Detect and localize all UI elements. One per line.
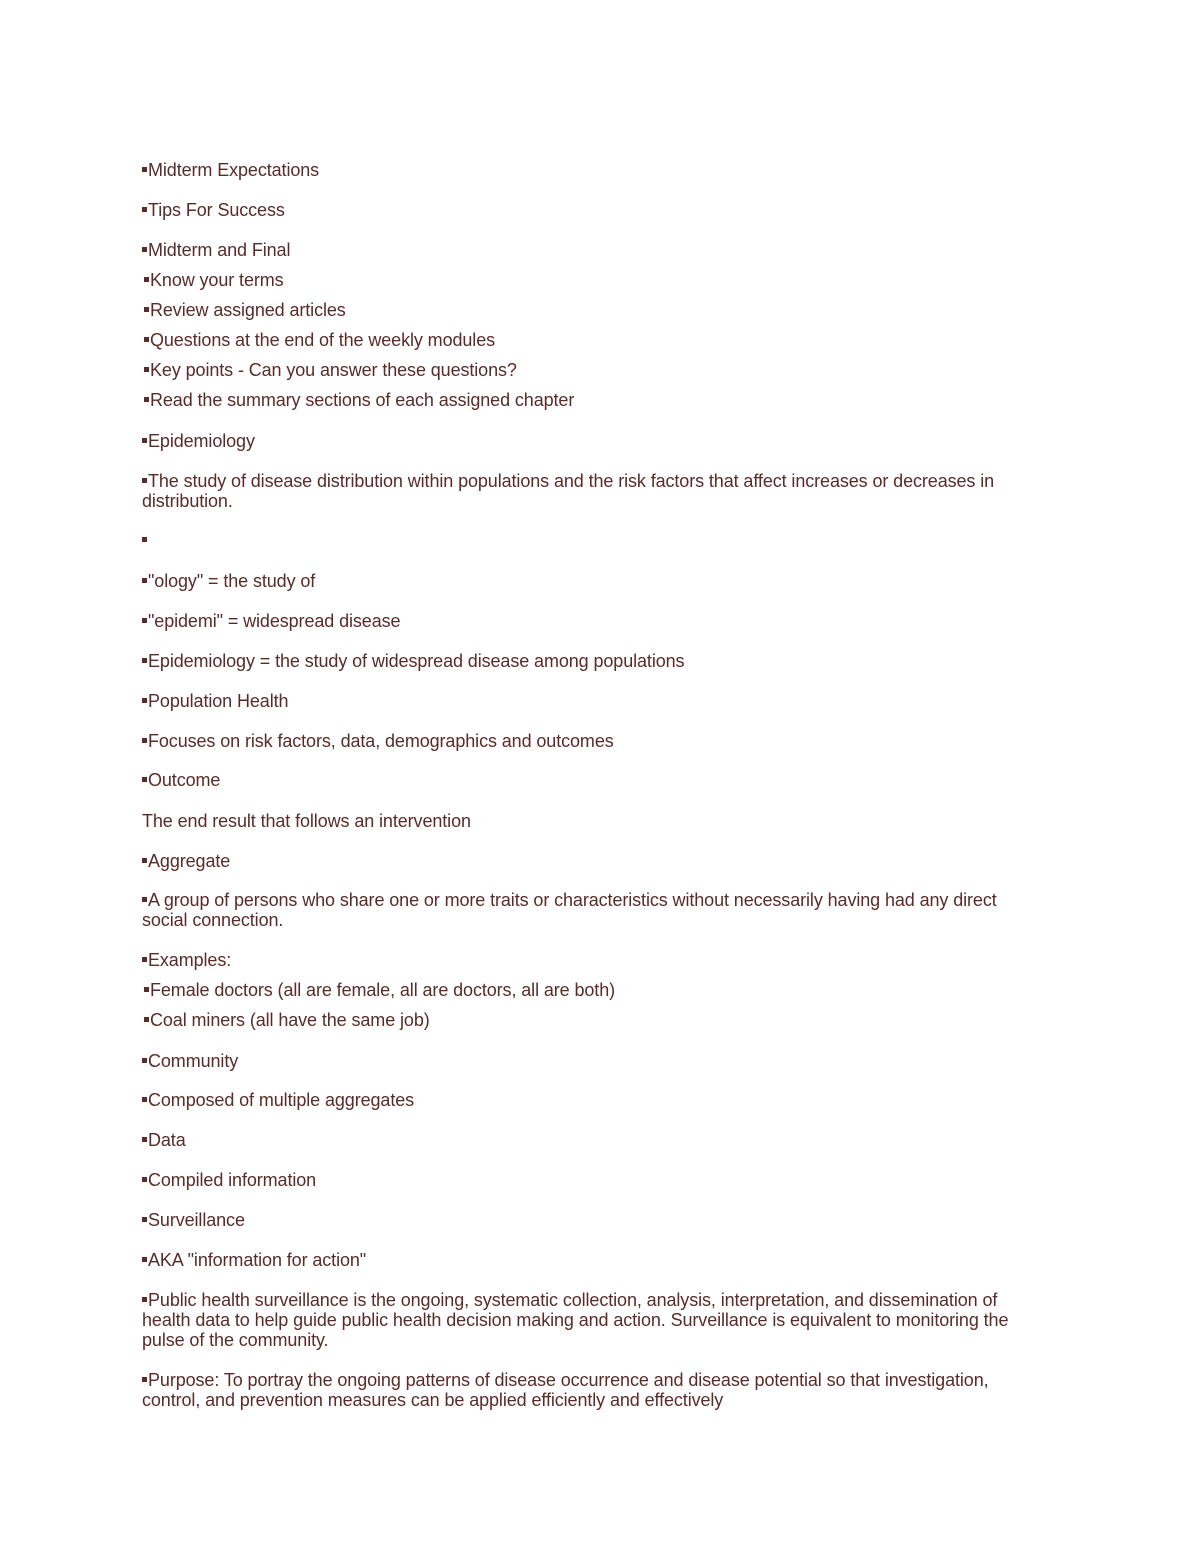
line-text: Composed of multiple aggregates — [148, 1090, 415, 1110]
bullet-marker — [142, 777, 147, 782]
line-text: Surveillance — [148, 1210, 245, 1230]
line-text: A group of persons who share one or more traits or characteristics without necessarily having had any direct social connection. — [142, 890, 997, 930]
line-data — [142, 1130, 1042, 1150]
line-text: Coal miners (all have the same job) — [150, 1010, 430, 1030]
line-summary-sections — [144, 390, 1044, 410]
line-midterm-and-final — [142, 240, 1042, 260]
line-text: Data — [148, 1130, 186, 1150]
line-aggregate-definition — [142, 890, 1042, 930]
bullet-marker — [142, 167, 147, 172]
bullet-marker — [142, 897, 147, 902]
bullet-marker — [144, 367, 149, 372]
bullet-marker — [144, 337, 149, 342]
line-population-health — [142, 691, 1042, 711]
line-text: "ology" = the study of — [148, 571, 316, 591]
bullet-marker — [142, 1377, 147, 1382]
bullet-marker — [142, 478, 147, 483]
line-text: Questions at the end of the weekly modules — [150, 330, 496, 350]
line-text: Review assigned articles — [150, 300, 346, 320]
bullet-marker — [142, 1297, 147, 1302]
bullet-marker — [142, 207, 147, 212]
bullet-marker — [142, 618, 147, 623]
line-text: Female doctors (all are female, all are doctors, all are both) — [150, 980, 616, 1000]
bullet-marker — [142, 1137, 147, 1142]
line-text: Read the summary sections of each assigned chapter — [150, 390, 575, 410]
bullet-marker — [142, 1177, 147, 1182]
line-epidemiology-heading — [142, 431, 1042, 451]
line-text: The study of disease distribution within populations and the risk factors that affect increases or decreases in distribution. — [142, 471, 995, 511]
line-surveillance — [142, 1210, 1042, 1230]
bullet-marker — [144, 277, 149, 282]
bullet-marker — [142, 1058, 147, 1063]
line-text: Outcome — [148, 770, 221, 790]
line-text: Key points - Can you answer these questions? — [150, 360, 517, 380]
line-focuses-on — [142, 731, 1042, 751]
line-examples — [142, 950, 1042, 970]
bullet-marker — [142, 578, 147, 583]
line-epidemiology-definition — [142, 471, 1042, 511]
line-epidemiology-equals — [142, 651, 1042, 671]
line-outcome — [142, 770, 1042, 790]
bullet-marker — [144, 1017, 149, 1022]
bullet-marker — [142, 537, 147, 542]
line-text: AKA "information for action" — [148, 1250, 367, 1270]
line-text: Public health surveillance is the ongoing, systematic collection, analysis, interpretation, and dissemination of health data to help guide public health decision making and action. Surveillance is equivalent to monitoring the pulse of the community. — [142, 1290, 1009, 1350]
line-key-points — [144, 360, 1044, 380]
line-aka — [142, 1250, 1042, 1270]
bullet-marker — [144, 307, 149, 312]
line-text: The end result that follows an intervention — [142, 811, 471, 831]
line-community — [142, 1051, 1042, 1071]
line-text: Midterm Expectations — [148, 160, 320, 180]
line-composed-of — [142, 1090, 1042, 1110]
line-text: Midterm and Final — [148, 240, 291, 260]
line-female-doctors — [144, 980, 1044, 1000]
line-purpose — [142, 1370, 1042, 1410]
bullet-marker — [142, 957, 147, 962]
line-epidemi — [142, 611, 1042, 631]
line-empty-bullet — [142, 530, 1042, 550]
line-surveillance-definition — [142, 1290, 1042, 1350]
line-coal-miners — [144, 1010, 1044, 1030]
bullet-marker — [142, 658, 147, 663]
line-text: Tips For Success — [148, 200, 285, 220]
line-text: Compiled information — [148, 1170, 317, 1190]
line-review-articles — [144, 300, 1044, 320]
line-text: Epidemiology — [148, 431, 255, 451]
line-text: Community — [148, 1051, 239, 1071]
bullet-marker — [142, 858, 147, 863]
line-outcome-definition — [142, 811, 1042, 831]
line-weekly-questions — [144, 330, 1044, 350]
line-text: Epidemiology = the study of widespread disease among populations — [148, 651, 685, 671]
line-text: Purpose: To portray the ongoing patterns of disease occurrence and disease potential so that investigation, control, and prevention measures can be applied efficiently and effectively — [142, 1370, 989, 1410]
line-text: Focuses on risk factors, data, demographics and outcomes — [148, 731, 614, 751]
bullet-marker — [142, 1217, 147, 1222]
line-text: "epidemi" = widespread disease — [148, 611, 401, 631]
line-text: Examples: — [148, 950, 232, 970]
line-compiled-information — [142, 1170, 1042, 1190]
bullet-marker — [144, 397, 149, 402]
line-ology — [142, 571, 1042, 591]
bullet-marker — [142, 698, 147, 703]
bullet-marker — [142, 738, 147, 743]
line-aggregate — [142, 851, 1042, 871]
bullet-marker — [142, 247, 147, 252]
bullet-marker — [142, 438, 147, 443]
line-know-your-terms — [144, 270, 1044, 290]
line-text: Know your terms — [150, 270, 284, 290]
bullet-marker — [142, 1097, 147, 1102]
line-text: Population Health — [148, 691, 289, 711]
line-text: Aggregate — [148, 851, 231, 871]
line-tips-for-success — [142, 200, 1042, 220]
bullet-marker — [142, 1257, 147, 1262]
line-midterm-expectations — [142, 160, 1042, 180]
bullet-marker — [144, 987, 149, 992]
